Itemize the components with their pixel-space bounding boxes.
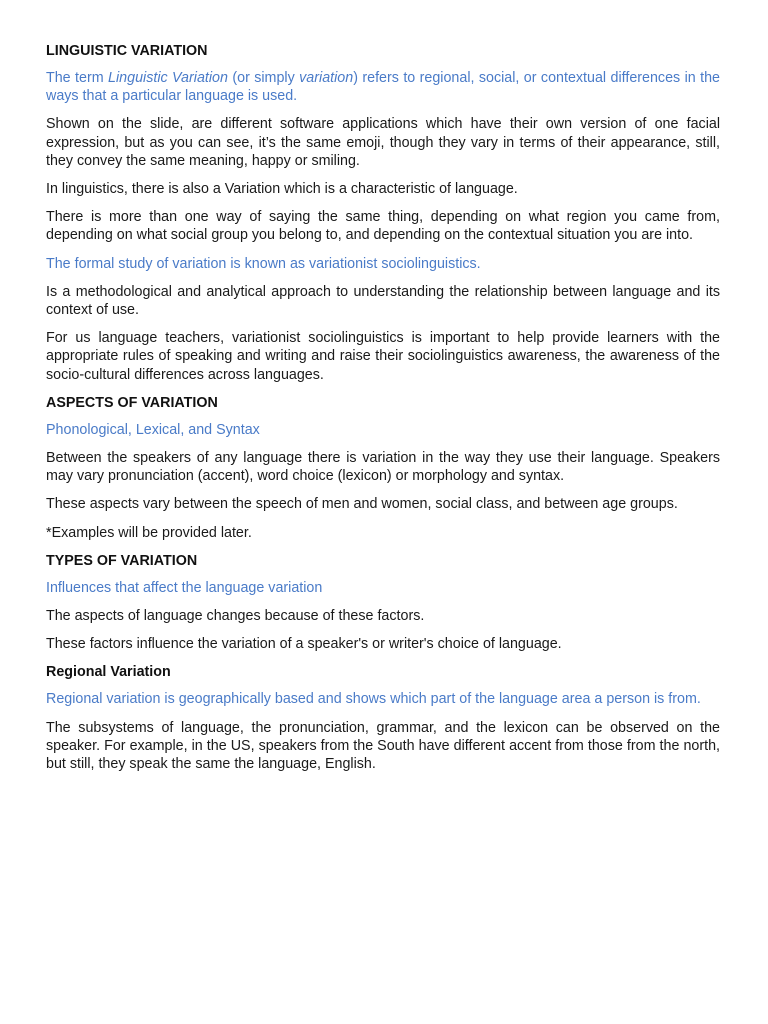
paragraph-aspects-subtitle: Phonological, Lexical, and Syntax xyxy=(46,421,260,438)
intro-term-variation: variation xyxy=(299,70,354,86)
paragraph-language-teachers: For us language teachers, variationist sociolinguistics is important to help provide learners with the appropriate rules of speaking and writing and raise their sociolinguistics awareness, the awareness of the socio-cultural differences across languages. xyxy=(46,330,720,383)
intro-paragraph xyxy=(46,69,720,105)
heading-aspects-of-variation: ASPECTS OF VARIATION xyxy=(46,394,218,411)
heading-regional-variation: Regional Variation xyxy=(46,664,171,681)
paragraph-between-speakers: Between the speakers of any language there is variation in the way they use their language. Speakers may vary pronunciation (accent), word choice (lexicon) or morphology and syntax. xyxy=(46,450,720,485)
heading-linguistic-variation: LINGUISTIC VARIATION xyxy=(46,43,208,59)
paragraph-more-than-one-way: There is more than one way of saying the same thing, depending on what region you came from, depending on what social group you belong to, and depending on the contextual situation you are into. xyxy=(46,209,720,244)
intro-term-linguistic-variation: Linguistic Variation xyxy=(108,70,228,86)
paragraph-factors: These factors influence the variation of a speaker's or writer's choice of language. xyxy=(46,636,562,653)
paragraph-influences: Influences that affect the language variation xyxy=(46,579,323,596)
intro-text-1: The term xyxy=(46,70,109,86)
paragraph-regional-definition: Regional variation is geographically based and shows which part of the language area a person is from. xyxy=(46,691,701,708)
paragraph-subsystems: The subsystems of language, the pronunciation, grammar, and the lexicon can be observed on the speaker. For example, in the US, speakers from the South have different accent from those from the north, but still, they speak the same the language, English. xyxy=(46,719,720,773)
paragraph-examples-note: *Examples will be provided later. xyxy=(46,524,252,541)
paragraph-linguistics: In linguistics, there is also a Variation which is a characteristic of language. xyxy=(46,181,518,198)
paragraph-aspects-vary: These aspects vary between the speech of men and women, social class, and between age groups. xyxy=(46,496,678,513)
paragraph-formal-study: The formal study of variation is known as variationist sociolinguistics. xyxy=(46,255,481,272)
intro-text-3: ) refers to regional, social, or contextual differences in the ways that a particular language is used. xyxy=(46,70,720,105)
paragraph-methodological: Is a methodological and analytical approach to understanding the relationship between language and its context of use. xyxy=(46,283,720,319)
heading-types-of-variation: TYPES OF VARIATION xyxy=(46,552,198,569)
paragraph-aspects-change: The aspects of language changes because of these factors. xyxy=(46,608,425,625)
paragraph-slide: Shown on the slide, are different software applications which have their own version of one facial expression, but as you can see, it’s the same emoji, though they vary in terms of their appearance, still, they convey the same meaning, happy or smiling. xyxy=(46,116,720,169)
intro-text-2: (or simply xyxy=(227,70,300,86)
